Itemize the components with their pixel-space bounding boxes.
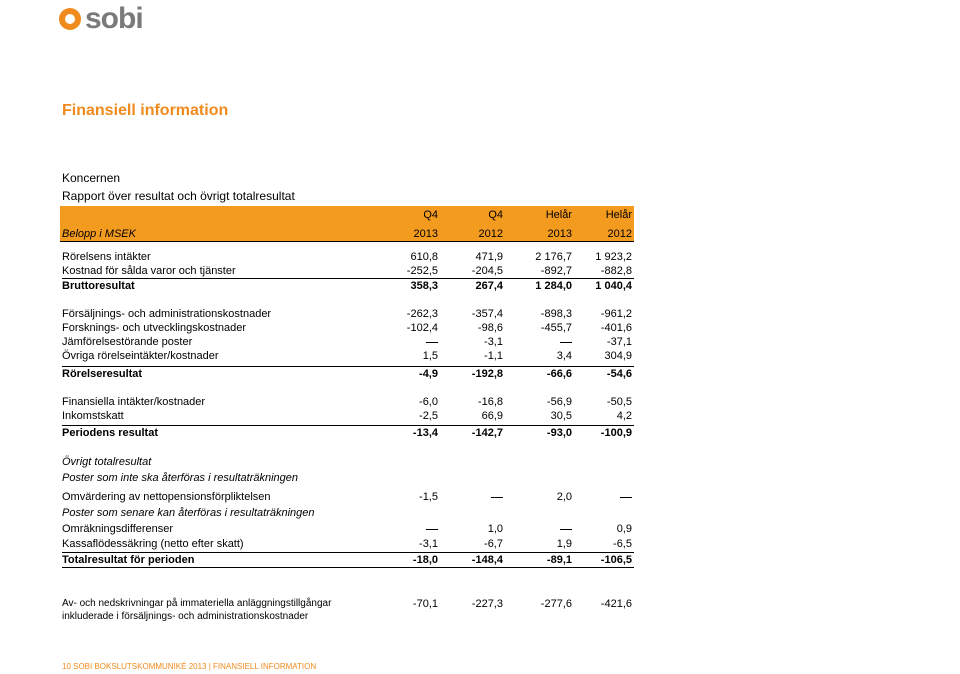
dash-cell [423,490,503,504]
row-value: -6,5 [613,538,632,550]
table-row [62,349,634,363]
row-value: 304,9 [604,350,632,362]
row-value: -961,2 [600,308,632,320]
table-row [62,264,634,278]
row-value: -898,3 [540,308,572,320]
row-value: -56,9 [546,396,572,408]
row-label: Övrigt totalresultat [62,456,152,468]
row-value: -6,7 [484,538,503,550]
row-label: Poster som inte ska återföras i resultaträkningen [62,472,299,484]
row-label: Omvärdering av nettopensionsförpliktelsen [62,491,271,503]
row-label: Försäljnings- och administrationskostnader [62,308,272,320]
row-value: -1,1 [484,350,503,362]
table-row [62,395,634,409]
header-year-2: 2012 [478,228,503,240]
table-header-rule [60,241,634,242]
row-value: -102,4 [406,322,438,334]
row-label: Omräkningsdifferenser [62,523,174,535]
row-label: Forsknings- och utvecklingskostnader [62,322,247,334]
row-label: Periodens resultat [62,427,158,439]
table-row [62,471,634,485]
row-value: -106,5 [600,554,632,566]
table-row [62,537,634,551]
note-value: -421,6 [600,598,632,610]
row-value: -66,6 [546,368,572,380]
row-label: Inkomstskatt [62,410,124,422]
header-period-2: Q4 [488,209,503,221]
table-row [62,522,634,536]
row-value: 3,4 [556,350,572,362]
row-value: -204,5 [471,265,503,277]
row-value: -18,0 [412,554,438,566]
row-value: -50,5 [606,396,632,408]
row-label: Jämförelsestörande poster [62,336,193,348]
row-value: -401,6 [600,322,632,334]
page-title: Finansiell information [62,102,229,119]
row-value: 610,8 [410,251,438,263]
table-row [62,278,634,293]
table-row [62,409,634,423]
table-row [62,506,634,520]
row-label: Övriga rörelseintäkter/kostnader [62,350,219,362]
header-period-3: Helår [545,209,572,221]
row-value: 1,9 [556,538,572,550]
row-value: 1 284,0 [535,280,572,292]
row-label: Poster som senare kan återföras i resultaträkningen [62,507,315,519]
table-row [62,552,634,568]
row-value: -192,8 [471,368,503,380]
logo-text: sobi [85,2,143,35]
row-label: Kassaflödessäkring (netto efter skatt) [62,538,244,550]
row-value: 471,9 [475,251,503,263]
row-label: Bruttoresultat [62,280,135,292]
table-row [62,321,634,335]
row-value: 4,2 [616,410,632,422]
page-footer: 10 SOBI BOKSLUTSKOMMUNIKÉ 2013 | FINANSIELL INFORMATION [62,662,317,671]
row-value: 66,9 [481,410,503,422]
row-label: Rörelseresultat [62,368,143,380]
row-value: -142,7 [471,427,503,439]
row-value: -16,8 [477,396,503,408]
report-title: Rapport över resultat och övrigt totalresultat [62,189,295,203]
row-value: -2,5 [419,410,438,422]
note-value: -277,6 [540,598,572,610]
row-value: -1,5 [419,491,438,503]
header-year-4: 2012 [607,228,632,240]
header-period-4: Helår [605,209,632,221]
row-value: 1 923,2 [595,251,632,263]
dash-cell [552,490,632,504]
row-value: -54,6 [606,368,632,380]
table-row [62,307,634,321]
row-value: -100,9 [600,427,632,439]
table-row [62,335,634,349]
row-value: -37,1 [606,336,632,348]
table-row [62,455,634,469]
row-value: -4,9 [419,368,438,380]
row-value: 1,5 [422,350,438,362]
row-value: -262,3 [406,308,438,320]
row-value: -252,5 [406,265,438,277]
group-label: Koncernen [62,171,121,185]
row-label: Rörelsens intäkter [62,251,151,263]
sobi-logo [59,4,143,34]
row-value: -882,8 [600,265,632,277]
row-value: -148,4 [471,554,503,566]
unit-label: Belopp i MSEK [62,228,136,240]
note-label: Av- och nedskrivningar på immateriella anläggningstillgångar inkluderade i försäljnings- och administrationskostnader [62,598,332,622]
note-value: -70,1 [412,598,438,610]
row-label: Finansiella intäkter/kostnader [62,396,206,408]
sobi-logo-icon [59,8,81,30]
note-value: -227,3 [471,598,503,610]
row-value: -357,4 [471,308,503,320]
header-year-1: 2013 [413,228,438,240]
row-value: -455,7 [540,322,572,334]
row-value: 2 176,7 [535,251,572,263]
table-row [62,366,634,381]
row-value: 1,0 [487,523,503,535]
row-value: -89,1 [546,554,572,566]
row-value: -3,1 [484,336,503,348]
row-value: 1 040,4 [595,280,632,292]
row-label: Kostnad för sålda varor och tjänster [62,265,236,277]
table-row [62,490,634,504]
row-value: -98,6 [477,322,503,334]
row-value: 358,3 [410,280,438,292]
row-value: -13,4 [412,427,438,439]
row-value: -6,0 [419,396,438,408]
row-value: 30,5 [550,410,572,422]
note-values [62,598,634,612]
row-value: -892,7 [540,265,572,277]
row-value: 2,0 [556,491,572,503]
header-period-1: Q4 [423,209,438,221]
row-label: Totalresultat för perioden [62,554,195,566]
table-row [62,250,634,264]
table-row [62,425,634,440]
header-year-3: 2013 [547,228,572,240]
row-value: 0,9 [616,523,632,535]
dash-icon [620,497,632,498]
row-value: -3,1 [419,538,438,550]
row-value: 267,4 [475,280,503,292]
row-value: -93,0 [546,427,572,439]
